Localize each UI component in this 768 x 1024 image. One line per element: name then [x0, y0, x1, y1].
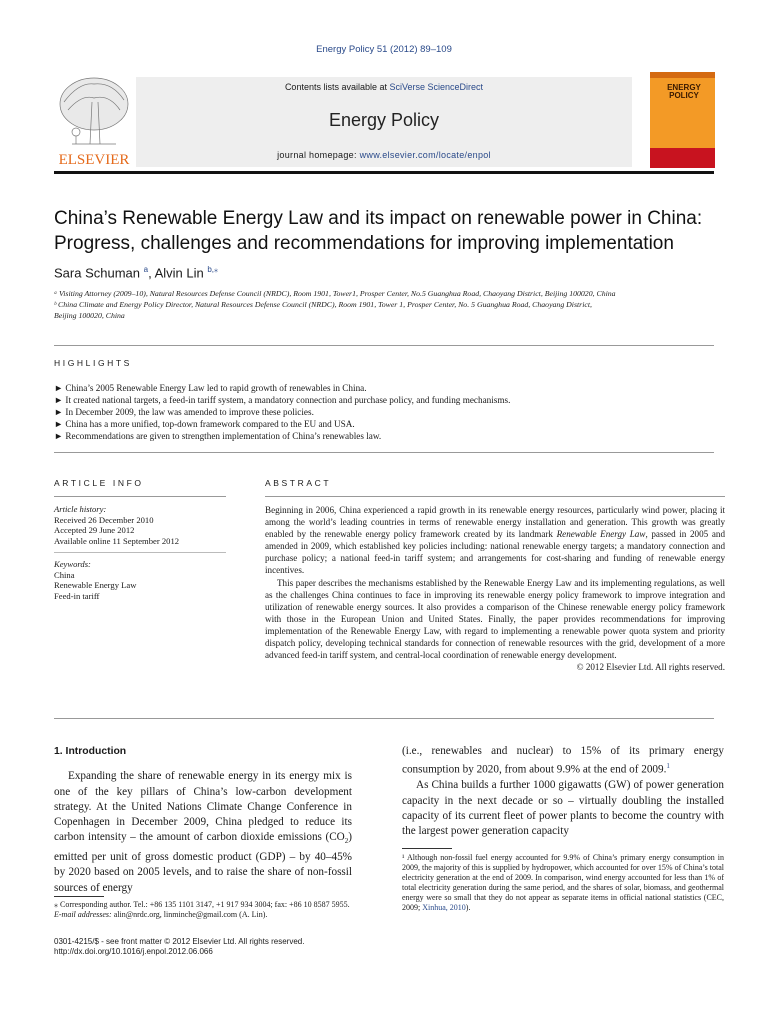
contents-prefix: Contents lists available at: [284, 82, 390, 92]
history-entry: Accepted 29 June 2012: [54, 525, 135, 535]
highlight-item: ► It created national targets, a feed-in tariff system, a mandatory connection and purchase policy, and funding mechanisms.: [54, 395, 511, 405]
highlights-heading: HIGHLIGHTS: [54, 358, 132, 368]
divider: [265, 496, 725, 497]
footnote-rule: [54, 896, 104, 897]
journal-name: Energy Policy: [328, 110, 440, 130]
section-heading: 1. Introduction: [54, 746, 127, 757]
elsevier-logo: [54, 72, 134, 168]
cover-bottom-bar: [650, 148, 715, 168]
affiliation-b: ᵇ China Climate and Energy Policy Director, Natural Resources Defense Council (NRDC), Room 1901, Tower 1, Prosper Center, No. 5 Guanghua Road, Chaoyang District,: [54, 300, 592, 309]
cover-top-bar: [650, 72, 715, 78]
article-info-heading: ARTICLE INFO: [54, 478, 144, 488]
publisher-wordmark: ELSEVIER: [58, 152, 130, 168]
doi-link[interactable]: http://dx.doi.org/10.1016/j.enpol.2012.06.066: [54, 947, 213, 957]
issn-line: 0301-4215/$ - see front matter © 2012 Elsevier Ltd. All rights reserved.: [54, 937, 305, 946]
highlight-item: ► In December 2009, the law was amended to improve these policies.: [54, 407, 314, 417]
highlights-list: [54, 382, 724, 442]
author-list: Sara Schuman $^a$, Alvin Lin $^{b,⁎}$: [54, 265, 219, 281]
abstract-heading: ABSTRACT: [265, 478, 332, 488]
body-paragraph: Expanding the share of renewable energy in its energy mix is one of the key pillars of China’s low-carbon development strategy. At the United Nations Climate Change Conference in Copenhagen in December 2009, China pledged to reduce its carbon intensity – the amount of carbon dioxide emissions $(CO_2)$ emitted per unit of gross domestic product (GDP) – by 40–45% by 2020 based on 2005 levels, and to raise the share of non-fossil sources of energy: [54, 770, 352, 894]
author-affiliation-marker[interactable]: a: [143, 265, 149, 274]
corresponding-author: ⁎ Corresponding author. Tel.: +86 135 1101 3147, +1 917 934 3004; fax: +86 10 8587 5955.: [54, 900, 350, 909]
reference-link[interactable]: Xinhua, 2010: [422, 903, 466, 912]
footnote-block: [402, 848, 724, 913]
author-name: Alvin Lin: [154, 265, 204, 281]
divider: [54, 718, 714, 719]
abstract-paragraph: Beginning in 2006, China experienced a rapid growth in its renewable energy resources, particularly wind power, placing it among the world’s leading countries in terms of renewable energy installation and generation. This growth was greatly enabled by the renewable energy policy framework created by its landmark Renewable Energy Law, passed in 2005 and amended in 2009, which established key policies including: national renewable energy targets; a mandatory connection and purchase policy; a national feed-in tariff system; and arrangements for cost-sharing and funding of renewable energy incentives.: [265, 505, 725, 576]
sciencedirect-link[interactable]: SciVerse ScienceDirect: [389, 82, 484, 92]
homepage-prefix: journal homepage:: [277, 150, 360, 160]
contents-line: [136, 82, 632, 92]
footnote-marker[interactable]: 1: [666, 762, 670, 771]
body-column-right: [402, 744, 724, 840]
affiliation-a: ᵃ Visiting Attorney (2009–10), Natural Resources Defense Council (NRDC), Room 1901, Tower1, Prosper Center, No.5 Guanghua Road, Chaoyang District, Beijing 100020, China: [54, 289, 616, 298]
footnote-rule: [402, 848, 452, 849]
divider: [54, 496, 226, 497]
elsevier-tree-icon: [54, 72, 134, 168]
body-column-left: [54, 744, 352, 896]
abstract: [265, 504, 725, 673]
divider: [54, 546, 226, 553]
homepage-link[interactable]: www.elsevier.com/locate/enpol: [359, 150, 491, 160]
abstract-paragraph: This paper describes the mechanisms established by the Renewable Energy Law and its implementing regulations, as well as the challenges China continues to face in improving its renewable energy policy framework to improve integration and utilization of renewable energy sources. It also provides a comparison of the Chinese renewable energy policy framework with those in the European Union and United States. Finally, the paper provides recommendations for improving implementation of the Renewable Energy Law, with regard to implementing a renewable power quota system and priority dispatch policy, developing technical standards for connection of renewable resources with the grid, development of a more advanced feed-in tariff system, and central-local coordination of renewable energy development.: [265, 577, 725, 661]
abstract-copyright: © 2012 Elsevier Ltd. All rights reserved.: [576, 662, 725, 673]
email-addresses: E-mail addresses: alin@nrdc.org, linminche@gmail.com (A. Lin).: [54, 910, 268, 919]
affiliations: [54, 288, 724, 321]
journal-homepage: [136, 150, 632, 160]
header-rule: [54, 171, 714, 174]
keyword: Feed-in tariff: [54, 590, 100, 601]
body-paragraph: (i.e., renewables and nuclear) to 15% of its primary energy consumption by 2020, from about 9.9% at the end of 2009.$^1$: [402, 745, 724, 777]
keywords-label: Keywords:: [54, 559, 91, 569]
journal-citation[interactable]: Energy Policy 51 (2012) 89–109: [316, 44, 452, 55]
divider: [54, 452, 714, 453]
journal-cover-thumbnail[interactable]: [650, 72, 715, 168]
keyword: China: [54, 569, 75, 580]
footnote-1: ¹ Although non-fossil fuel energy accounted for 9.9% of China’s primary energy consumption in 2009, the majority of this is supplied by hydropower, which accounted for over 15% of China’s total electricity generation at the end of 2009. In comparison, wind energy accounted for less than 1% of total electricity generation during the same period, and the shares of solar, biomass, and geothermal energy were so small that they do not appear as separate items in official national statistics (CEC, 2009; Xinhua, 2010).: [402, 853, 724, 912]
article-title: China’s Renewable Energy Law and its impact on renewable power in China: Progress, challenges and recommendations for improving implementation: [54, 208, 703, 254]
highlight-item: ► Recommendations are given to strengthen implementation of China’s renewables law.: [54, 431, 382, 441]
corresponding-footnote: [54, 896, 354, 920]
publication-info: [54, 937, 354, 957]
author-name: Sara Schuman: [54, 265, 140, 281]
body-paragraph: As China builds a further 1000 gigawatts (GW) of power generation capacity in the next decade or so – virtually doubling the installed capacity of its current fleet of power plants to become the country with the largest power generation capacity: [402, 779, 724, 838]
keyword: Renewable Energy Law: [54, 580, 137, 590]
cover-title: ENERGY POLICY: [667, 83, 701, 100]
article-history-label: Article history:: [54, 504, 107, 514]
highlight-item: ► China’s 2005 Renewable Energy Law led to rapid growth of renewables in China.: [54, 383, 367, 393]
author-affiliation-marker[interactable]: b,⁎: [207, 265, 219, 274]
affiliation-b-cont: Beijing 100020, China: [54, 311, 125, 320]
history-entry: Received 26 December 2010: [54, 514, 154, 525]
divider: [54, 345, 714, 346]
article-info: [54, 504, 226, 601]
history-entry: Available online 11 September 2012: [54, 535, 180, 546]
highlight-item: ► China has a more unified, top-down framework compared to the EU and USA.: [54, 419, 355, 429]
